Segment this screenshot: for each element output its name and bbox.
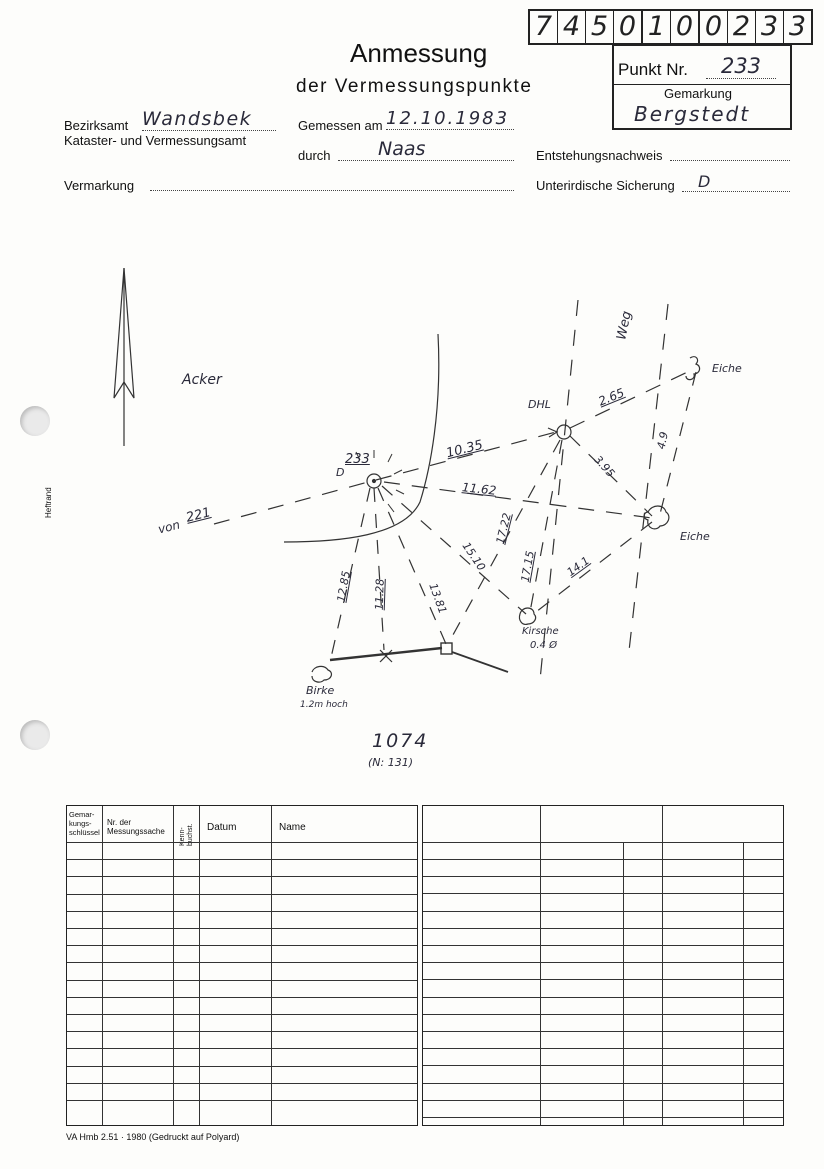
page-title: Anmessung [350,38,488,68]
unterirdisch-value: D [682,172,790,192]
kataster-label: Kataster- und Vermessungsamt [64,133,247,148]
flur-sub: (N: 131) [368,756,414,769]
weg-line-1 [540,300,578,680]
doc-number-digit: 7 [534,11,553,42]
measure-11-62: 11.62 [461,480,497,498]
road-boundary-line [284,334,439,542]
label-weg: Weg [614,309,635,342]
table-row-line [423,859,783,860]
measure-3-95: 3.95 [591,453,618,480]
durch-label: durch [298,148,331,163]
label-dhl: DHL [528,398,551,411]
header-name: Name [279,822,306,833]
table-row-line [423,1014,783,1015]
kirsche-tree-icon [519,608,535,624]
table-row-line [423,1065,783,1066]
table-row-line [67,1083,417,1084]
measure-15-10: 15.10 [459,539,488,574]
table-row-line [67,928,417,929]
table-row-line [67,980,417,981]
bezirksamt-value: Wandsbek [142,108,276,131]
line-233-fence1 [374,488,384,650]
table-row-line [67,945,417,946]
doc-number-digit: 0 [613,11,641,43]
table-row-line [67,911,417,912]
label-acker: Acker [182,372,222,388]
flur-number: 1074 [372,730,429,752]
gemessen-label: Gemessen am [298,118,383,133]
weg-line-2 [628,304,668,660]
measure-4-9: 4.9 [654,430,671,451]
header-datum: Datum [207,822,237,833]
gemessen-value: 12.10.1983 [386,108,514,130]
table-row-line [423,1117,783,1118]
table-row-line [67,997,417,998]
label-birke-sub: 1.2m hoch [300,700,348,710]
page-subtitle: der Vermessungspunkte [296,76,533,97]
line-dhl-eiche1 [570,368,696,428]
gemarkung-value: Bergstedt [634,102,751,126]
form-footer: VA Hmb 2.51 · 1980 (Gedruckt auf Polyard) [66,1132,240,1142]
doc-number-digit: 5 [585,11,613,43]
table-row-line [423,997,783,998]
table-row-line [423,876,783,877]
table-row-line [67,1066,417,1067]
entstehung-label: Entstehungsnachweis [536,148,663,163]
table-row-line [67,1031,417,1032]
unterirdisch-label: Unterirdische Sicherung [536,178,675,193]
doc-number-digit: 3 [783,11,811,43]
table-row-line [423,911,783,912]
table-row-line [67,894,417,895]
punkt-label: Punkt Nr. [618,60,688,79]
table-row-line [423,945,783,946]
fence-line [330,648,442,660]
durch-value: Naas [338,138,514,161]
table-row-line [67,842,417,843]
label-eiche2: Eiche [680,530,710,543]
line-eiche2-kirsche [536,522,652,612]
header-nr-messungssache: Nr. der Messungssache [107,818,165,836]
label-point-prefix: D [336,466,345,479]
measure-11-28: 11.28 [372,578,387,611]
table-row-line [67,962,417,963]
heftrand-label: Heftrand [44,487,53,518]
table-row-line [423,1100,783,1101]
table-row-line [423,1031,783,1032]
doc-number-digit: 0 [698,11,727,43]
measure-12-85: 12.85 [334,569,353,604]
table-row-line [423,979,783,980]
table-row-line [423,928,783,929]
label-von: von [156,517,182,537]
boundary-stone-marker [441,643,452,654]
record-table-left [66,805,418,1126]
table-row-line [67,876,417,877]
doc-number-digit: 2 [727,11,755,43]
doc-number-digit: 1 [641,11,670,43]
measure-17-22: 17.22 [493,511,514,546]
label-von-num: 221 [184,505,213,526]
doc-number-digit: 3 [755,11,783,43]
table-row-line [423,893,783,894]
line-233-kirsche [382,486,526,614]
label-point-233: 233 [345,452,370,467]
table-row-line [67,1100,417,1101]
punkt-value: 233 [706,54,776,79]
header-kennbuchst: Kenn-buchst. [179,823,194,846]
header-gemarkung: Gemar-kungs-schlüssel [69,810,100,837]
table-row-line [67,1014,417,1015]
measure-14-1: 14.1 [564,554,592,579]
gemarkung-label: Gemarkung [664,86,732,101]
doc-number-digit: 0 [670,11,698,43]
table-row-line [67,859,417,860]
measure-10-35: 10.35 [444,437,485,462]
doc-number-digit: 4 [557,11,585,43]
table-row-line [423,962,783,963]
label-birke: Birke [306,684,335,697]
line-233-box [378,488,446,644]
label-kirsche: Kirsche [522,626,559,637]
dhl-marker [557,425,571,439]
table-row-line [423,1083,783,1084]
bezirksamt-label: Bezirksamt [64,118,129,133]
north-arrow-icon [114,268,134,446]
label-eiche1: Eiche [712,362,742,375]
measure-17-15: 17.15 [518,549,537,584]
measure-2-65: 2.65 [596,385,627,409]
eiche1-tree-icon [686,357,700,380]
table-row-line [67,1048,417,1049]
line-von-221 [214,482,368,524]
record-table-right [422,805,784,1126]
table-row-line [423,1048,783,1049]
vermarkung-label: Vermarkung [64,178,135,193]
measure-13-81: 13.81 [426,581,450,616]
birke-tree-icon [312,666,331,682]
label-kirsche-sub: 0.4 Ø [530,640,557,651]
line-233-eiche2 [384,482,652,518]
